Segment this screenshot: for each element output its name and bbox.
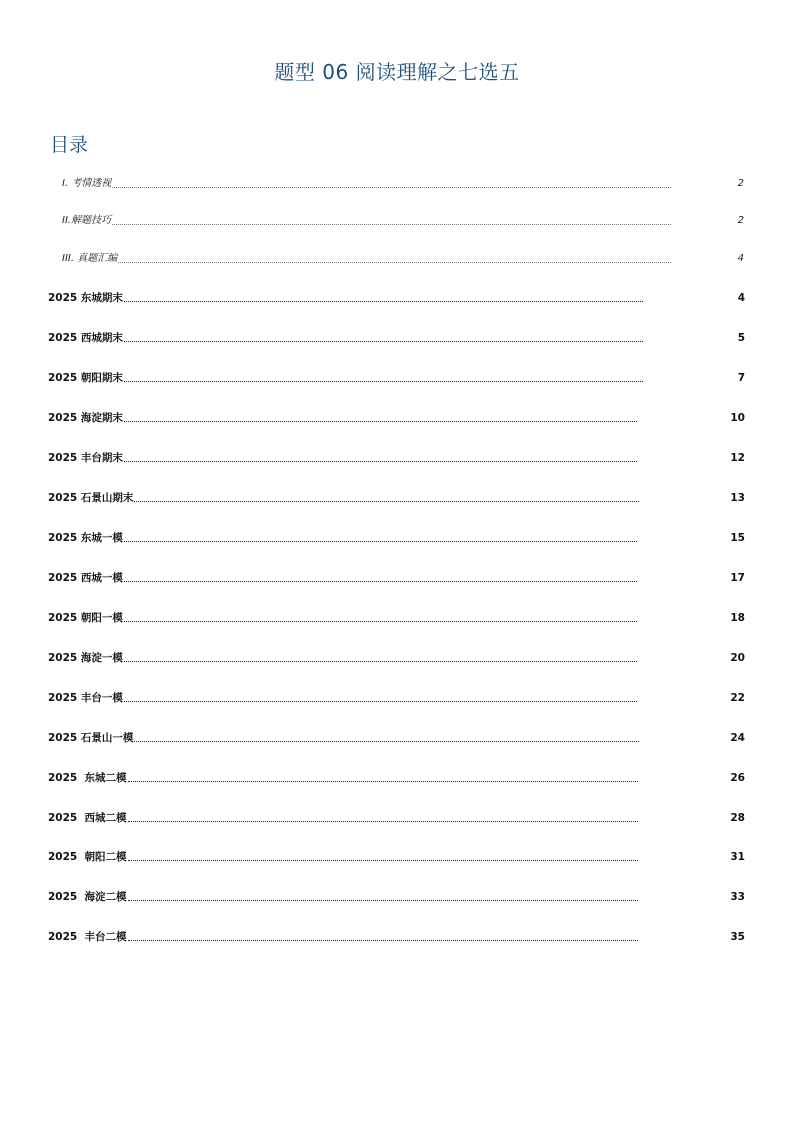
toc-entry-label: 2025 朝阳期末 [48, 372, 123, 384]
toc-entry-label: 2025 石景山期末 [48, 492, 134, 504]
toc-entry-label: 2025 丰台一模 [48, 692, 123, 704]
toc-page-number: 24 [730, 732, 745, 744]
toc-entry-row[interactable] [48, 650, 637, 664]
toc-page-number: 12 [730, 452, 745, 464]
toc-entry-row[interactable] [48, 570, 637, 584]
toc-page-number: 13 [730, 492, 745, 504]
dot-leader [124, 580, 637, 582]
dot-leader [128, 939, 638, 941]
toc-page-number: 10 [730, 412, 745, 424]
dot-leader [128, 820, 638, 822]
toc-section-row[interactable] [62, 251, 671, 265]
dot-leader [124, 540, 637, 542]
toc-entry-label: 2025 丰台期末 [48, 452, 123, 464]
toc-section-label: I. 考情透视 [62, 178, 112, 189]
dot-leader [124, 340, 643, 342]
toc-page-number: 4 [737, 253, 744, 264]
toc-page-number: 35 [730, 931, 745, 943]
dot-leader [128, 899, 638, 901]
toc-entry-row[interactable] [48, 849, 638, 863]
toc-entry-row[interactable] [48, 610, 637, 624]
dot-leader [124, 460, 637, 462]
toc-entry-row[interactable] [48, 929, 638, 943]
toc-page-number: 26 [730, 772, 745, 784]
toc-entry-row[interactable] [48, 889, 638, 903]
toc-entry-row[interactable] [48, 530, 637, 544]
toc-page-number: 5 [737, 332, 745, 344]
toc-entry-label: 2025 西城二模 [48, 812, 127, 824]
toc-page-number: 4 [737, 292, 745, 304]
toc-entry-row[interactable] [48, 330, 643, 344]
dot-leader [124, 300, 643, 302]
dot-leader [124, 420, 637, 422]
dot-leader [124, 380, 643, 382]
toc-entry-label: 2025 海淀一模 [48, 652, 123, 664]
toc-entry-row[interactable] [48, 370, 643, 384]
toc-section-row[interactable] [62, 213, 671, 227]
toc-entry-row[interactable] [48, 690, 637, 704]
toc-entry-label: 2025 东城一模 [48, 532, 123, 544]
dot-leader [112, 223, 671, 225]
toc-page-number: 18 [730, 612, 745, 624]
toc-section-label: III. 真题汇编 [62, 253, 118, 264]
toc-entry-label: 2025 石景山一模 [48, 732, 134, 744]
toc-section-label: II.解题技巧 [62, 215, 112, 226]
toc-heading: 目录 [50, 134, 89, 156]
toc-page-number: 28 [730, 812, 745, 824]
toc-entry-label: 2025 丰台二模 [48, 931, 127, 943]
dot-leader [134, 500, 639, 502]
dot-leader [128, 780, 638, 782]
toc-page-number: 22 [730, 692, 745, 704]
toc-entry-row[interactable] [48, 490, 639, 504]
toc-entry-label: 2025 西城一模 [48, 572, 123, 584]
toc-entry-row[interactable] [48, 810, 638, 824]
toc-entry-label: 2025 东城二模 [48, 772, 127, 784]
toc-entry-label: 2025 海淀二模 [48, 891, 127, 903]
toc-entry-row[interactable] [48, 410, 637, 424]
toc-page-number: 2 [737, 215, 744, 226]
toc-entry-label: 2025 朝阳一模 [48, 612, 123, 624]
dot-leader [112, 186, 671, 188]
dot-leader [124, 660, 637, 662]
dot-leader [128, 859, 638, 861]
toc-page-number: 33 [730, 891, 745, 903]
toc-page-number: 20 [730, 652, 745, 664]
toc-page-number: 7 [737, 372, 745, 384]
dot-leader [124, 700, 637, 702]
toc-page-number: 31 [730, 851, 745, 863]
document-title: 题型 06 阅读理解之七选五 [274, 60, 520, 84]
dot-leader [118, 261, 671, 263]
toc-entry-label: 2025 朝阳二模 [48, 851, 127, 863]
toc-entry-label: 2025 东城期末 [48, 292, 123, 304]
toc-page-number: 2 [737, 178, 744, 189]
toc-entry-row[interactable] [48, 770, 638, 784]
toc-entry-label: 2025 西城期末 [48, 332, 123, 344]
dot-leader [134, 740, 639, 742]
dot-leader [124, 620, 637, 622]
toc-entry-label: 2025 海淀期末 [48, 412, 123, 424]
toc-page-number: 15 [730, 532, 745, 544]
toc-page-number: 17 [730, 572, 745, 584]
toc-entry-row[interactable] [48, 450, 637, 464]
toc-section-row[interactable] [62, 176, 671, 190]
toc-entry-row[interactable] [48, 730, 639, 744]
toc-entry-row[interactable] [48, 290, 643, 304]
